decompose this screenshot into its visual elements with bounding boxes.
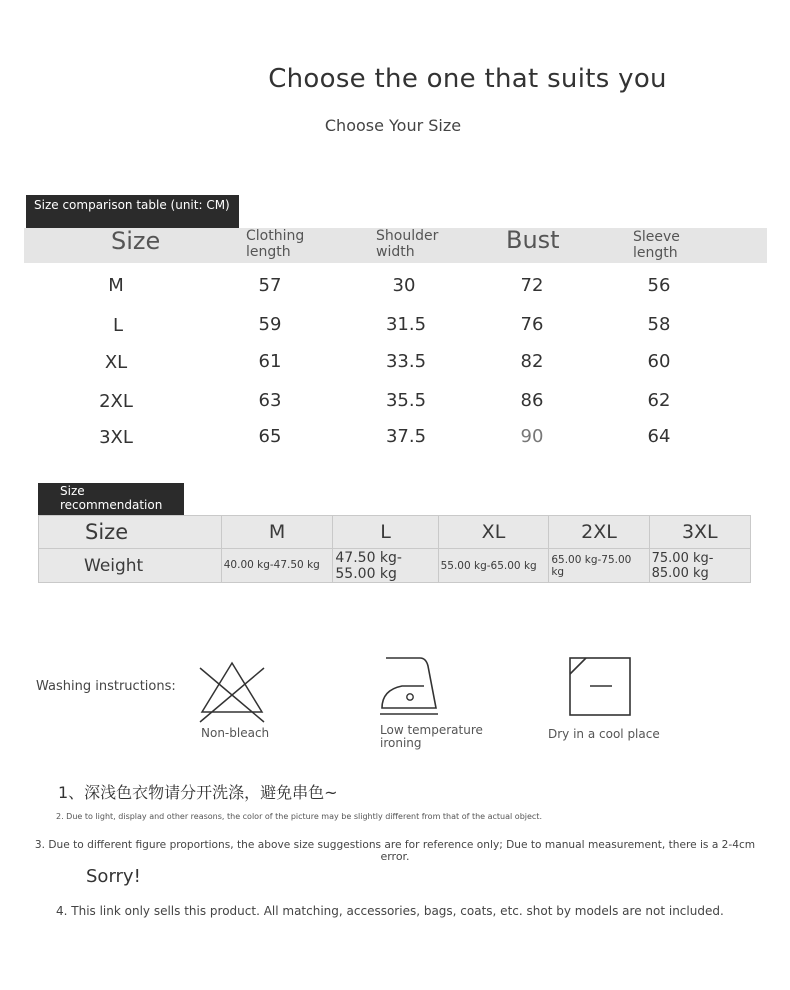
shoulder-width-cell: 30 xyxy=(392,275,416,296)
rec-size-cell: 2XL xyxy=(549,516,649,549)
non-bleach-caption: Non-bleach xyxy=(201,726,270,740)
rec-weight-cell: 47.50 kg-55.00 kg xyxy=(333,549,438,583)
rec-weight-cell: 65.00 kg-75.00 kg xyxy=(549,549,649,583)
sleeve-length-cell: 62 xyxy=(647,390,671,411)
size-cell: XL xyxy=(104,352,128,373)
rec-size-label: Size xyxy=(39,516,222,549)
bust-header: Bust xyxy=(506,226,560,254)
size-table-tag: Size comparison table (unit: CM) xyxy=(26,195,239,228)
clothing-length-cell: 61 xyxy=(258,351,282,372)
size-recommendation-table xyxy=(38,515,751,583)
non-bleach-icon xyxy=(196,660,268,724)
sorry-text: Sorry! xyxy=(86,866,141,887)
bust-cell: 86 xyxy=(520,390,544,411)
sleeve-length-cell: 58 xyxy=(647,314,671,335)
size-column-header: Size xyxy=(111,227,161,255)
note-4: 4. This link only sells this product. All matching, accessories, bags, coats, etc. shot by models are not included. xyxy=(56,904,724,918)
sleeve-length-cell: 56 xyxy=(647,275,671,296)
rec-weight-label: Weight xyxy=(39,549,222,583)
low-temperature-ironing-icon xyxy=(378,656,440,718)
note-3: 3. Due to different figure proportions, the above size suggestions are for reference only; Due to manual measurement, there is a 2-4cm error. xyxy=(34,839,756,863)
sleeve-length-cell: 64 xyxy=(647,426,671,447)
clothing-length-cell: 59 xyxy=(258,314,282,335)
sleeve-length-header: Sleeve length xyxy=(633,229,680,261)
rec-weight-cell: 75.00 kg-85.00 kg xyxy=(649,549,750,583)
size-cell: 2XL xyxy=(99,391,133,412)
shoulder-width-cell: 31.5 xyxy=(385,314,427,335)
note-1: 1、深浅色衣物请分开洗涤，避免串色~ xyxy=(58,783,338,802)
size-cell: M xyxy=(108,275,124,296)
shoulder-width-cell: 35.5 xyxy=(385,390,427,411)
shoulder-width-cell: 33.5 xyxy=(385,351,427,372)
rec-size-cell: XL xyxy=(438,516,549,549)
bust-cell: 82 xyxy=(520,351,544,372)
shoulder-width-header: Shoulder width xyxy=(376,228,439,260)
recommendation-tag: Size recommendation xyxy=(38,483,184,516)
note-2: 2. Due to light, display and other reasons, the color of the picture may be slightly different from that of the actual object. xyxy=(56,812,542,821)
clothing-length-cell: 57 xyxy=(258,275,282,296)
low-temperature-ironing-caption: Low temperature ironing xyxy=(380,723,483,750)
size-cell: 3XL xyxy=(99,427,133,448)
clothing-length-header: Clothing length xyxy=(246,228,305,260)
bust-cell: 72 xyxy=(520,275,544,296)
shoulder-width-cell: 37.5 xyxy=(385,426,427,447)
rec-weight-cell: 55.00 kg-65.00 kg xyxy=(438,549,549,583)
rec-size-cell: L xyxy=(333,516,438,549)
clothing-length-cell: 63 xyxy=(258,390,282,411)
bust-cell: 90 xyxy=(520,426,544,447)
sleeve-length-cell: 60 xyxy=(647,351,671,372)
clothing-length-cell: 65 xyxy=(258,426,282,447)
page-title: Choose the one that suits you xyxy=(268,64,667,94)
size-cell: L xyxy=(112,315,124,336)
rec-weight-cell: 40.00 kg-47.50 kg xyxy=(221,549,333,583)
rec-size-cell: 3XL xyxy=(649,516,750,549)
washing-instructions-label: Washing instructions: xyxy=(36,679,176,694)
page-subtitle: Choose Your Size xyxy=(324,116,462,135)
bust-cell: 76 xyxy=(520,314,544,335)
dry-in-cool-place-icon xyxy=(568,656,632,718)
dry-in-cool-place-caption: Dry in a cool place xyxy=(548,727,660,741)
rec-size-cell: M xyxy=(221,516,333,549)
